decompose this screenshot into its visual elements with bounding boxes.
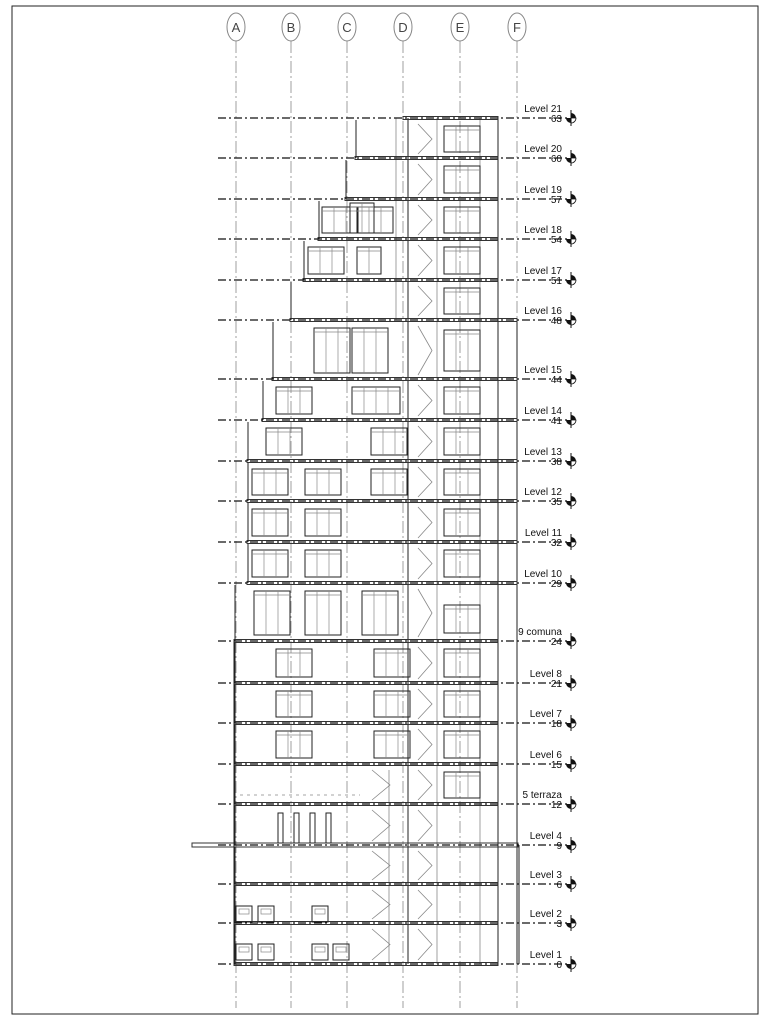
grid-label: F	[513, 20, 521, 35]
stair-run	[418, 929, 432, 960]
car-window	[315, 909, 325, 914]
level-marker-outline	[571, 723, 576, 728]
level-marker-fill	[571, 918, 576, 923]
level-marker-outline	[571, 118, 576, 123]
level-name: Level 20	[524, 144, 562, 155]
level-elevation: 57	[550, 195, 562, 206]
level-marker-fill	[571, 456, 576, 461]
level-marker-outline	[571, 764, 576, 769]
level-marker-fill	[566, 118, 571, 123]
level-marker-fill	[571, 959, 576, 964]
stair-run	[418, 851, 432, 880]
level-marker-fill	[571, 678, 576, 683]
level-marker-fill	[566, 158, 571, 163]
level-name: Level 8	[529, 669, 562, 680]
level-marker-fill	[571, 374, 576, 379]
level-name: 9 comuna	[518, 627, 562, 638]
level-lines	[218, 104, 576, 972]
window	[362, 591, 398, 635]
level-elevation: 32	[550, 538, 562, 549]
level-elevation: 6	[556, 880, 562, 891]
stair-run	[372, 810, 390, 841]
grid-label: D	[398, 20, 408, 35]
stair-run	[418, 124, 432, 154]
stair-run	[418, 770, 432, 800]
level-marker-fill	[566, 641, 571, 646]
stair-run	[418, 589, 432, 637]
level-name: Level 4	[529, 831, 562, 842]
window	[444, 330, 480, 371]
level-name: Level 6	[529, 750, 562, 761]
car-window	[239, 947, 249, 952]
level-marker-fill	[571, 113, 576, 118]
window	[352, 328, 388, 373]
level-elevation: 44	[550, 375, 562, 386]
stair-run	[418, 890, 432, 919]
level-elevation: 0	[556, 960, 562, 971]
level-marker-fill	[566, 764, 571, 769]
car-window	[239, 909, 249, 914]
level-marker-fill	[566, 199, 571, 204]
level-marker-outline	[571, 461, 576, 466]
level-marker-fill	[571, 840, 576, 845]
level-elevation: 35	[550, 497, 562, 508]
grid-label: C	[342, 20, 352, 35]
level-elevation: 51	[550, 276, 562, 287]
level-name: Level 11	[524, 528, 562, 539]
level-marker-outline	[571, 884, 576, 889]
level-name: Level 13	[524, 447, 562, 458]
level-marker-outline	[571, 923, 576, 928]
stair-run	[418, 467, 432, 497]
level-marker-fill	[566, 884, 571, 889]
level-marker-fill	[566, 964, 571, 969]
level-name: Level 10	[524, 569, 562, 580]
level-name: Level 2	[529, 909, 562, 920]
level-elevation: 60	[550, 154, 562, 165]
level-name: Level 16	[524, 306, 562, 317]
grid-label: B	[286, 20, 296, 35]
grid-lines	[227, 13, 526, 1008]
level-marker-fill	[571, 537, 576, 542]
window	[305, 591, 341, 635]
stair-run	[418, 426, 432, 457]
level-marker-outline	[571, 199, 576, 204]
level-marker-fill	[566, 542, 571, 547]
grid-label: E	[455, 20, 465, 35]
level-marker-outline	[571, 379, 576, 384]
level-name: Level 3	[529, 870, 562, 881]
level-name: Level 12	[524, 487, 562, 498]
level-elevation: 9	[556, 841, 562, 852]
car-window	[261, 909, 271, 914]
stair-run	[418, 729, 432, 760]
level-marker-fill	[571, 879, 576, 884]
column	[294, 813, 299, 843]
level-elevation: 3	[556, 919, 562, 930]
car-window	[336, 947, 346, 952]
window	[254, 591, 290, 635]
level-marker-fill	[571, 415, 576, 420]
level-marker-fill	[566, 320, 571, 325]
level-name: Level 18	[524, 225, 562, 236]
stair-run	[418, 810, 432, 841]
level-name: Level 7	[529, 709, 562, 720]
level-marker-outline	[571, 542, 576, 547]
level-marker-fill	[571, 636, 576, 641]
level-elevation: 41	[550, 416, 562, 427]
level-marker-outline	[571, 641, 576, 646]
level-marker-fill	[571, 578, 576, 583]
level-marker-fill	[566, 280, 571, 285]
floor-slab	[290, 319, 517, 322]
level-marker-fill	[566, 583, 571, 588]
level-elevation: 48	[550, 316, 562, 327]
level-marker-fill	[571, 315, 576, 320]
level-name: Level 14	[524, 406, 562, 417]
level-elevation: 15	[550, 760, 562, 771]
level-marker-outline	[571, 420, 576, 425]
level-marker-fill	[566, 379, 571, 384]
stair-run	[418, 164, 432, 195]
stair-run	[372, 929, 390, 960]
level-marker-outline	[571, 683, 576, 688]
level-elevation: 29	[550, 579, 562, 590]
stair-run	[372, 770, 390, 800]
level-marker-outline	[571, 845, 576, 850]
level-marker-fill	[566, 501, 571, 506]
level-elevation: 54	[550, 235, 562, 246]
car-window	[315, 947, 325, 952]
stair-run	[372, 890, 390, 919]
level-marker-fill	[571, 275, 576, 280]
level-marker-fill	[571, 153, 576, 158]
level-name: 5 terraza	[522, 790, 562, 801]
level-marker-outline	[571, 501, 576, 506]
level-marker-fill	[566, 845, 571, 850]
level-marker-fill	[571, 718, 576, 723]
level-marker-fill	[566, 723, 571, 728]
level-name: Level 19	[524, 185, 562, 196]
level-marker-outline	[571, 280, 576, 285]
level-elevation: 24	[550, 637, 562, 648]
level-marker-fill	[566, 420, 571, 425]
level-marker-fill	[566, 239, 571, 244]
level-marker-outline	[571, 320, 576, 325]
stair-run	[418, 548, 432, 579]
level-marker-outline	[571, 583, 576, 588]
grid-label: A	[231, 20, 241, 35]
level-marker-outline	[571, 239, 576, 244]
stair-run	[418, 647, 432, 679]
column	[326, 813, 331, 843]
level-elevation: 18	[550, 719, 562, 730]
level-elevation: 63	[550, 114, 562, 125]
column	[278, 813, 283, 843]
level-marker-fill	[566, 683, 571, 688]
level-marker-fill	[566, 804, 571, 809]
level-name: Level 1	[529, 950, 562, 961]
level-elevation: 38	[550, 457, 562, 468]
level-marker-outline	[571, 158, 576, 163]
level-name: Level 17	[524, 266, 562, 277]
level-marker-fill	[571, 496, 576, 501]
stair-run	[418, 286, 432, 316]
level-name: Level 21	[524, 104, 562, 115]
level-marker-fill	[571, 799, 576, 804]
stair-run	[418, 689, 432, 719]
stair-run	[418, 507, 432, 538]
level-name: Level 15	[524, 365, 562, 376]
level-marker-outline	[571, 804, 576, 809]
stair-run	[418, 245, 432, 276]
column	[310, 813, 315, 843]
level-marker-fill	[571, 194, 576, 199]
stair-run	[418, 205, 432, 235]
level-marker-fill	[566, 923, 571, 928]
stair-run	[418, 326, 432, 375]
level-elevation: 21	[550, 679, 562, 690]
level-marker-fill	[566, 461, 571, 466]
level-marker-fill	[571, 759, 576, 764]
stair-run	[418, 385, 432, 416]
window	[314, 328, 350, 373]
sheet-border	[12, 6, 758, 1014]
building-section	[192, 117, 519, 966]
level-marker-outline	[571, 964, 576, 969]
level-elevation: 12	[550, 800, 562, 811]
level-marker-fill	[571, 234, 576, 239]
car-window	[261, 947, 271, 952]
stair-run	[372, 851, 390, 880]
